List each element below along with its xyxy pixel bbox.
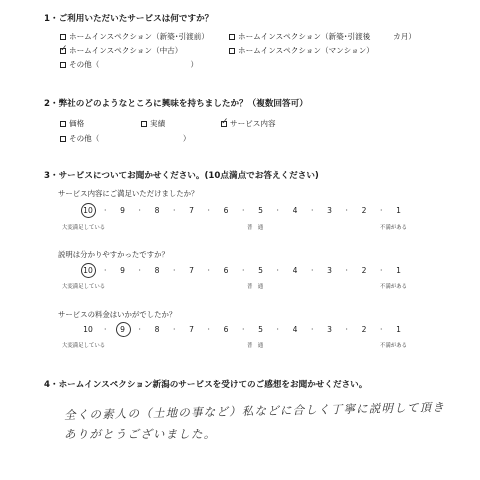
checkbox[interactable] <box>60 136 66 142</box>
checkbox[interactable] <box>60 62 66 68</box>
option-label: ホームインスペクション（中古） <box>69 46 183 55</box>
scale-separator-dot: · <box>207 325 210 334</box>
scale-number-2[interactable]: 2 <box>361 325 367 334</box>
scale-number-4[interactable]: 4 <box>292 325 298 334</box>
scale-number-5[interactable]: 5 <box>258 266 263 275</box>
q2-option-price[interactable] <box>60 118 84 129</box>
selected-rating-circle <box>81 203 96 218</box>
scale-separator-dot: · <box>276 325 279 334</box>
scale-separator-dot: · <box>138 325 141 334</box>
scale-separator-dot: · <box>380 266 383 275</box>
scale-separator-dot: · <box>345 206 348 215</box>
q3-item-1-scale <box>0 206 480 218</box>
check-mark-icon: ✓ <box>221 116 229 127</box>
label-high: 大変満足している <box>62 343 106 349</box>
checkbox[interactable] <box>229 48 235 54</box>
scale-separator-dot: · <box>276 206 279 215</box>
q3-item-2-question: 説明は分かりやすかったですか？ <box>58 250 169 259</box>
scale-separator-dot: · <box>173 266 176 275</box>
scale-number-10[interactable]: 10 <box>83 206 93 215</box>
scale-separator-dot: · <box>138 206 141 215</box>
scale-separator-dot: · <box>311 266 314 275</box>
label-low: 不満がある <box>380 343 407 349</box>
option-label: その他（ ） <box>69 134 191 143</box>
scale-separator-dot: · <box>276 266 279 275</box>
q3-item-3-question: サービスの料金はいかがでしたか？ <box>58 310 177 319</box>
scale-number-8[interactable]: 8 <box>154 266 160 275</box>
scale-separator-dot: · <box>380 325 383 334</box>
scale-number-7[interactable]: 7 <box>189 206 194 215</box>
checkbox[interactable] <box>60 34 66 40</box>
scale-separator-dot: · <box>173 206 176 215</box>
option-label: ホームインスペクション（新築･引渡後 カ月） <box>238 32 416 41</box>
label-high: 大変満足している <box>62 225 106 231</box>
scale-number-2[interactable]: 2 <box>361 266 367 275</box>
checkbox[interactable] <box>141 121 147 127</box>
scale-number-3[interactable]: 3 <box>327 266 332 275</box>
q3-item-3-scale <box>0 325 480 337</box>
scale-separator-dot: · <box>345 266 348 275</box>
q1-option-used[interactable] <box>60 45 182 56</box>
question-4-title: 4・ホームインスペクション新潟のサービスを受けてのご感想をお聞かせください。 <box>44 380 368 390</box>
question-3-title: 3・サービスについてお聞かせください。(10点満点でお答えください) <box>44 171 319 181</box>
label-high: 大変満足している <box>62 284 106 290</box>
q1-option-other[interactable] <box>60 59 198 70</box>
scale-separator-dot: · <box>104 266 107 275</box>
scale-separator-dot: · <box>311 325 314 334</box>
scale-separator-dot: · <box>104 206 107 215</box>
scale-number-6[interactable]: 6 <box>223 266 229 275</box>
label-mid: 普 通 <box>247 284 264 290</box>
scale-number-1[interactable]: 1 <box>396 266 401 275</box>
q2-option-results[interactable] <box>141 118 165 129</box>
scale-number-9[interactable]: 9 <box>120 266 125 275</box>
scale-number-3[interactable]: 3 <box>327 206 332 215</box>
option-label: ホームインスペクション（マンション） <box>238 46 374 55</box>
option-label: ホームインスペクション（新築･引渡前） <box>69 32 209 41</box>
q1-option-mansion[interactable] <box>229 45 374 56</box>
scale-separator-dot: · <box>242 266 245 275</box>
option-label: その他（ ） <box>69 60 199 69</box>
scale-number-4[interactable]: 4 <box>292 266 298 275</box>
q2-option-other[interactable] <box>60 133 191 144</box>
label-low: 不満がある <box>380 225 407 231</box>
scale-separator-dot: · <box>173 325 176 334</box>
scale-separator-dot: · <box>138 266 141 275</box>
scale-number-10[interactable]: 10 <box>83 325 93 334</box>
scale-number-2[interactable]: 2 <box>361 206 367 215</box>
label-mid: 普 通 <box>247 343 264 349</box>
checkbox-checked[interactable] <box>60 43 68 54</box>
scale-number-6[interactable]: 6 <box>223 206 229 215</box>
scale-number-5[interactable]: 5 <box>258 206 263 215</box>
handwritten-answer-line-2: ありがとうございました。 <box>64 427 217 441</box>
scale-number-4[interactable]: 4 <box>292 206 298 215</box>
scale-separator-dot: · <box>104 325 107 334</box>
option-label: 価格 <box>69 119 85 128</box>
checkbox-checked[interactable] <box>221 116 229 127</box>
scale-separator-dot: · <box>207 266 210 275</box>
scale-number-1[interactable]: 1 <box>396 206 401 215</box>
q3-item-2-scale <box>0 266 480 278</box>
question-2-title: 2・弊社のどのようなところに興味を持ちましたか？（複数回答可） <box>44 99 308 109</box>
scale-separator-dot: · <box>207 206 210 215</box>
scale-number-8[interactable]: 8 <box>154 325 160 334</box>
q1-option-new-before[interactable] <box>60 31 209 42</box>
scale-number-9[interactable]: 9 <box>120 206 125 215</box>
scale-separator-dot: · <box>242 206 245 215</box>
q2-option-service[interactable] <box>221 118 276 129</box>
scale-separator-dot: · <box>242 325 245 334</box>
scale-number-6[interactable]: 6 <box>223 325 229 334</box>
scale-number-8[interactable]: 8 <box>154 206 160 215</box>
scale-separator-dot: · <box>380 206 383 215</box>
scale-separator-dot: · <box>345 325 348 334</box>
label-low: 不満がある <box>380 284 407 290</box>
checkbox[interactable] <box>229 34 235 40</box>
option-label: サービス内容 <box>230 119 276 128</box>
scale-number-7[interactable]: 7 <box>189 325 194 334</box>
scale-separator-dot: · <box>311 206 314 215</box>
label-mid: 普 通 <box>247 225 264 231</box>
selected-rating-circle <box>116 322 131 337</box>
scale-number-5[interactable]: 5 <box>258 325 263 334</box>
scale-number-9[interactable]: 9 <box>120 325 125 334</box>
scale-number-7[interactable]: 7 <box>189 266 194 275</box>
question-1-title: 1・ご利用いただいたサービスは何ですか？ <box>44 14 214 24</box>
scale-number-3[interactable]: 3 <box>327 325 332 334</box>
q1-option-new-after[interactable] <box>229 31 416 42</box>
check-mark-icon: ✓ <box>60 43 68 54</box>
selected-rating-circle <box>81 263 96 278</box>
checkbox[interactable] <box>60 121 66 127</box>
handwritten-answer-line-1: 全くの素人の（土地の事など）私などに合しく丁寧に説明して頂き <box>63 400 446 422</box>
scale-number-1[interactable]: 1 <box>396 325 401 334</box>
scale-number-10[interactable]: 10 <box>83 266 93 275</box>
option-label: 実績 <box>150 119 166 128</box>
q3-item-1-question: サービス内容にご満足いただけましたか？ <box>58 189 199 198</box>
